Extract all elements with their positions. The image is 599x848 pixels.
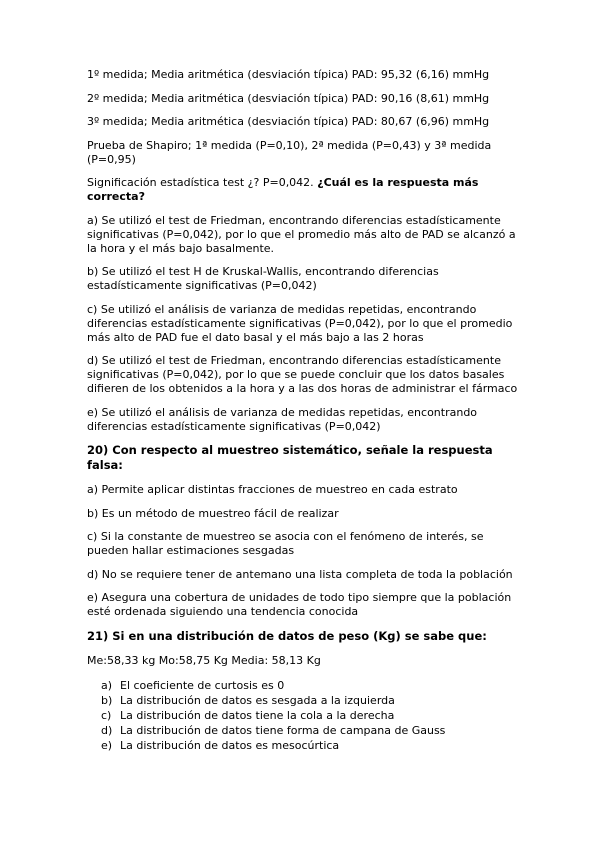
- question-19-prompt: ¿Cuál es la respuesta más correcta?: [87, 176, 479, 203]
- option-letter: c): [101, 708, 112, 722]
- q19-option-a: a) Se utilizó el test de Friedman, encontrando diferencias estadísticamente significativas (P=0,042), por lo que el promedio más alto de PAD se alcanzó a la hora y el más bajo basalmente.: [87, 213, 516, 255]
- option-text: La distribución de datos es sesgada a la izquierda: [120, 693, 395, 707]
- q20-option-e: e) Asegura una cobertura de unidades de todo tipo siempre que la población esté ordenada siguiendo una tendencia conocida: [87, 591, 512, 618]
- significance-line: [87, 176, 519, 204]
- q19-option-d: d) Se utilizó el test de Friedman, encontrando diferencias estadísticamente significativas (P=0,042), por lo que se puede concluir que los datos basales difieren de los obtenidos a la hora y a las dos horas de administrar el fármaco: [87, 354, 518, 395]
- q20-option-a: a) Permite aplicar distintas fracciones de muestreo en cada estrato: [87, 483, 458, 496]
- q21-option-c: [101, 708, 519, 723]
- option-letter: b): [101, 693, 113, 707]
- option-text: El coeficiente de curtosis es 0: [120, 678, 285, 692]
- significance-text: Significación estadística test ¿? P=0,042.: [87, 176, 318, 189]
- q19-option-e: e) Se utilizó el análisis de varianza de medidas repetidas, encontrando diferencias estadísticamente significativas (P=0,042): [87, 405, 478, 433]
- option-letter: a): [101, 678, 113, 692]
- q19-option-b: b) Se utilizó el test H de Kruskal-Wallis, encontrando diferencias estadísticamente significativas (P=0,042): [87, 265, 439, 292]
- measurement-3: 3º medida; Media aritmética (desviación típica) PAD: 80,67 (6,96) mmHg: [87, 115, 490, 128]
- document-body: [87, 68, 519, 753]
- option-letter: d): [101, 723, 113, 737]
- q20-option-c: c) Si la constante de muestreo se asocia con el fenómeno de interés, se pueden hallar estimaciones sesgadas: [87, 530, 484, 557]
- q21-option-e: [101, 738, 519, 753]
- q21-option-d: [101, 723, 519, 738]
- option-letter: e): [101, 738, 113, 752]
- q19-option-c: c) Se utilizó el análisis de varianza de medidas repetidas, encontrando diferencias estadísticamente significativas (P=0,042), por lo que el promedio más alto de PAD fue el dato basal y el más bajo a las 2 horas: [87, 302, 513, 344]
- q21-options-list: [87, 678, 519, 753]
- option-text: La distribución de datos es mesocúrtica: [120, 738, 340, 752]
- q21-option-a: [101, 678, 519, 693]
- q20-option-b: b) Es un método de muestreo fácil de realizar: [87, 506, 339, 520]
- q21-option-b: [101, 693, 519, 708]
- measurement-2: 2º medida; Media aritmética (desviación típica) PAD: 90,16 (8,61) mmHg: [87, 91, 490, 105]
- measurement-1: 1º medida; Media aritmética (desviación típica) PAD: 95,32 (6,16) mmHg: [87, 68, 490, 81]
- option-text: La distribución de datos tiene forma de campana de Gauss: [120, 723, 446, 737]
- q20-option-d: d) No se requiere tener de antemano una lista completa de toda la población: [87, 567, 513, 581]
- question-20-title: 20) Con respecto al muestreo sistemático, señale la respuesta falsa:: [87, 443, 493, 472]
- shapiro-test: Prueba de Shapiro; 1ª medida (P=0,10), 2ª medida (P=0,43) y 3ª medida (P=0,95): [87, 138, 492, 166]
- option-text: La distribución de datos tiene la cola a la derecha: [120, 708, 395, 722]
- q21-stats: Me:58,33 kg Mo:58,75 Kg Media: 58,13 Kg: [87, 654, 321, 667]
- question-21-title: 21) Si en una distribución de datos de peso (Kg) se sabe que:: [87, 628, 487, 643]
